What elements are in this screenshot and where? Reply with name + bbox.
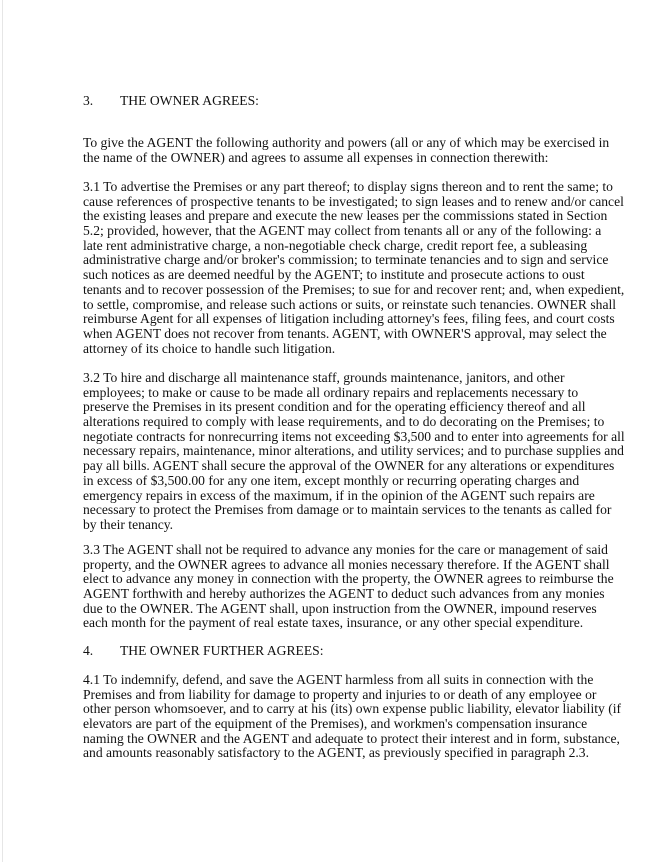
text-line: employees; to make or cause to be made all ordinary repairs and replacements necessary to [83,384,579,400]
section-number: 4. [83,643,94,658]
paragraph-4-1 [83,673,621,761]
section-4-heading [83,643,323,658]
text-line: naming the OWNER and the AGENT and adequate to protect their interest and in form, substance, [83,730,620,746]
text-line: necessary to protect the Premises from damage or to maintain services to the tenants as called for [83,502,612,518]
paragraph-3-3 [83,543,614,631]
text-line: Premises and from liability for damage to property and injuries to or death of any employee or [83,686,597,702]
section-title: THE OWNER FURTHER AGREES: [120,643,324,658]
page-edge [2,0,3,862]
text-line: such notices as are deemed needful by the AGENT; to institute and prosecute actions to oust [83,267,585,283]
text-line: negotiate contracts for nonrecurring items not exceeding $3,500 and to enter into agreements for all [83,428,625,444]
text-line: emergency repairs in excess of the maximum, if in the opinion of the AGENT such repairs are [83,487,595,503]
text-line: to settle, compromise, and release such actions or suits, or reinstate such tenancies. OWNER shall [83,296,617,312]
text-line: by their tenancy. [83,516,174,532]
text-line: each month for the payment of real estate taxes, insurance, or any other special expenditure. [83,615,584,631]
text-line: attorney of its choice to handle such litigation. [83,340,336,356]
text-line: due to the OWNER. The AGENT shall, upon instruction from the OWNER, impound reserves [83,600,597,616]
text-line: 5.2; provided, however, that the AGENT may collect from tenants all or any of the following: a [83,223,602,239]
text-line: pay all bills. AGENT shall secure the approval of the OWNER for any alterations or expenditures [83,458,615,474]
text-line: cause references of prospective tenants to be investigated; to sign leases and to renew and/or cancel [83,193,624,209]
section-number: 3. [83,93,94,108]
paragraph-3-1 [83,180,624,356]
section-title: THE OWNER AGREES: [120,93,259,108]
text-line: other person whomsoever, and to carry at his (its) own expense public liability, elevator liability (if [83,701,622,717]
text-line: elect to advance any money in connection with the property, the OWNER agrees to reimburse the [83,571,614,587]
text-line: tenants and to recover possession of the Premises; to sue for and recover rent; and, when expedient, [83,281,625,297]
text-line: necessary repairs, maintenance, minor alterations, and utility services; and to purchase supplies and [83,443,624,459]
text-line: reimburse Agent for all expenses of litigation including attorney's fees, filing fees, and court costs [83,311,615,327]
text-line: 3.3 The AGENT shall not be required to advance any monies for the care or management of said [83,542,608,557]
text-line: and amounts reasonably satisfactory to the AGENT, as previously specified in paragraph 2.3. [83,745,589,761]
text-line: alterations required to comply with lease requirements, and to do decorating on the Premises; to [83,414,605,430]
text-line: administrative charge and/or broker's commission; to terminate tenancies and to sign and service [83,252,609,268]
text-line: 3.1 To advertise the Premises or any part thereof; to display signs thereon and to rent the same; to [83,179,613,194]
text-line: late rent administrative charge, a non-negotiable check charge, credit report fee, a subleasing [83,237,588,253]
text-line: To give the AGENT the following authority and powers (all or any of which may be exercised in [83,135,610,150]
text-line: the name of the OWNER) and agrees to assume all expenses in connection therewith: [83,149,549,165]
intro-paragraph [83,136,609,165]
paragraph-3-2 [83,371,625,533]
text-line: in excess of $3,500.00 for any one item, except monthly or recurring operating charges and [83,472,580,488]
text-line: preserve the Premises in its present condition and for the operating efficiency thereof and all [83,399,586,415]
section-3-heading [83,93,259,108]
text-line: when AGENT does not recover from tenants. AGENT, with OWNER'S approval, may select the [83,325,607,341]
text-line: the existing leases and prepare and execute the new leases per the commissions stated in Section [83,208,608,224]
text-line: 4.1 To indemnify, defend, and save the AGENT harmless from all suits in connection with the [83,672,594,687]
text-line: 3.2 To hire and discharge all maintenance staff, grounds maintenance, janitors, and other [83,370,565,385]
text-line: property, and the OWNER agrees to advance all monies necessary therefore. If the AGENT shall [83,556,610,572]
text-line: elevators are part of the equipment of the Premises), and workmen's compensation insurance [83,716,588,732]
text-line: AGENT forthwith and hereby authorizes the AGENT to deduct such advances from any monies [83,586,605,602]
